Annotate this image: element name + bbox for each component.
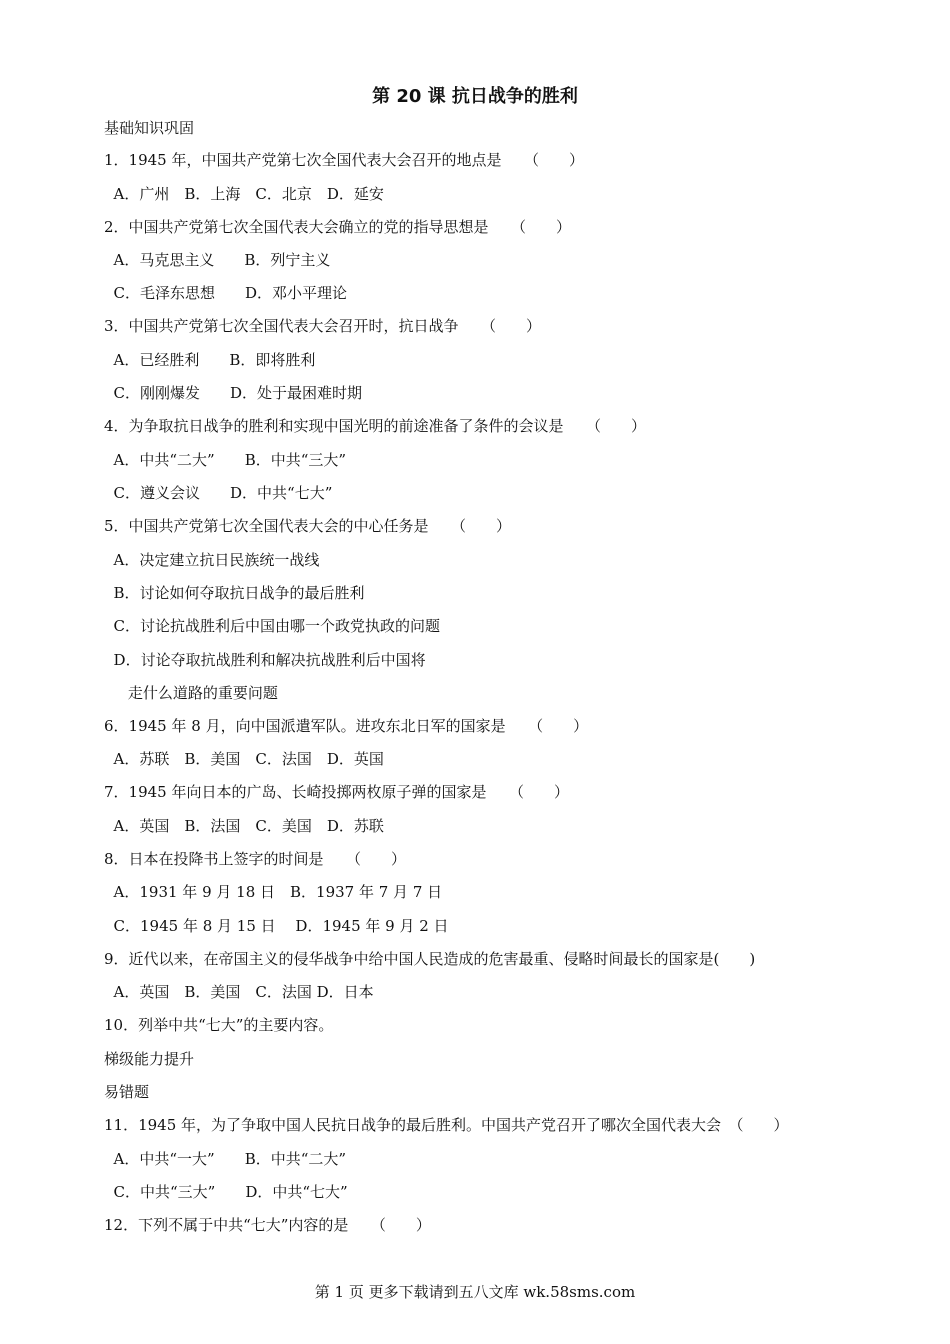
question-4-options-ab: A．中共“二大” B．中共“三大”	[104, 451, 347, 469]
section-heading: 基础知识巩固	[104, 119, 195, 137]
question-5-option-d: D．讨论夺取抗战胜利和解决抗战胜利后中国将	[104, 651, 426, 669]
question-7-options: A．英国 B．法国 C．美国 D．苏联	[104, 817, 384, 835]
question-5-option-a: A．决定建立抗日民族统一战线	[104, 551, 320, 569]
question-2-options-cd: C．毛泽东思想 D．邓小平理论	[104, 284, 348, 302]
page-footer: 第 1 页 更多下载请到五八文库 wk.58sms.com	[314, 1283, 636, 1301]
subsection-heading: 易错题	[104, 1083, 150, 1101]
question-2: 2．中国共产党第七次全国代表大会确立的党的指导思想是 （ ）	[104, 218, 572, 236]
question-7: 7．1945 年向日本的广岛、长崎投掷两枚原子弹的国家是 （ ）	[104, 783, 569, 801]
question-12: 12．下列不属于中共“七大”内容的是 （ ）	[104, 1216, 431, 1234]
question-5-option-b: B．讨论如何夺取抗日战争的最后胜利	[104, 584, 365, 602]
question-11-options-cd: C．中共“三大” D．中共“七大”	[104, 1183, 348, 1201]
section-heading-2: 梯级能力提升	[104, 1050, 195, 1068]
question-5-option-d-cont: 走什么道路的重要问题	[104, 684, 278, 702]
question-5-option-c: C．讨论抗战胜利后中国由哪一个政党执政的问题	[104, 617, 441, 635]
question-3: 3．中国共产党第七次全国代表大会召开时，抗日战争 （ ）	[104, 317, 542, 335]
question-4-options-cd: C．遵义会议 D．中共“七大”	[104, 484, 333, 502]
question-11-options-ab: A．中共“一大” B．中共“二大”	[104, 1150, 347, 1168]
question-6: 6．1945 年 8 月，向中国派遣军队。进攻东北日军的国家是 （ ）	[104, 717, 589, 735]
lesson-title: 第 20 课 抗日战争的胜利	[372, 86, 578, 107]
question-11: 11．1945 年，为了争取中国人民抗日战争的最后胜利。中国共产党召开了哪次全国代表大会 （ ）	[104, 1116, 789, 1134]
question-4: 4．为争取抗日战争的胜利和实现中国光明的前途准备了条件的会议是 （ ）	[104, 417, 647, 435]
question-10: 10．列举中共“七大”的主要内容。	[104, 1016, 334, 1034]
question-9-options: A．英国 B．美国 C．法国 D．日本	[104, 983, 374, 1001]
question-1-options: A．广州 B．上海 C．北京 D．延安	[104, 185, 384, 203]
question-6-options: A．苏联 B．美国 C．法国 D．英国	[104, 750, 384, 768]
question-8-options-ab: A．1931 年 9 月 18 日 B．1937 年 7 月 7 日	[104, 883, 443, 901]
question-8: 8．日本在投降书上签字的时间是 （ ）	[104, 850, 407, 868]
question-1: 1．1945 年，中国共产党第七次全国代表大会召开的地点是 （ ）	[104, 151, 584, 169]
question-8-options-cd: C．1945 年 8 月 15 日 D．1945 年 9 月 2 日	[104, 917, 449, 935]
question-9: 9．近代以来，在帝国主义的侵华战争中给中国人民造成的危害最重、侵略时间最长的国家是( )	[104, 950, 756, 968]
question-5: 5．中国共产党第七次全国代表大会的中心任务是 （ ）	[104, 517, 512, 535]
question-2-options-ab: A．马克思主义 B．列宁主义	[104, 251, 331, 269]
question-3-options-cd: C．刚刚爆发 D．处于最困难时期	[104, 384, 363, 402]
question-3-options-ab: A．已经胜利 B．即将胜利	[104, 351, 316, 369]
